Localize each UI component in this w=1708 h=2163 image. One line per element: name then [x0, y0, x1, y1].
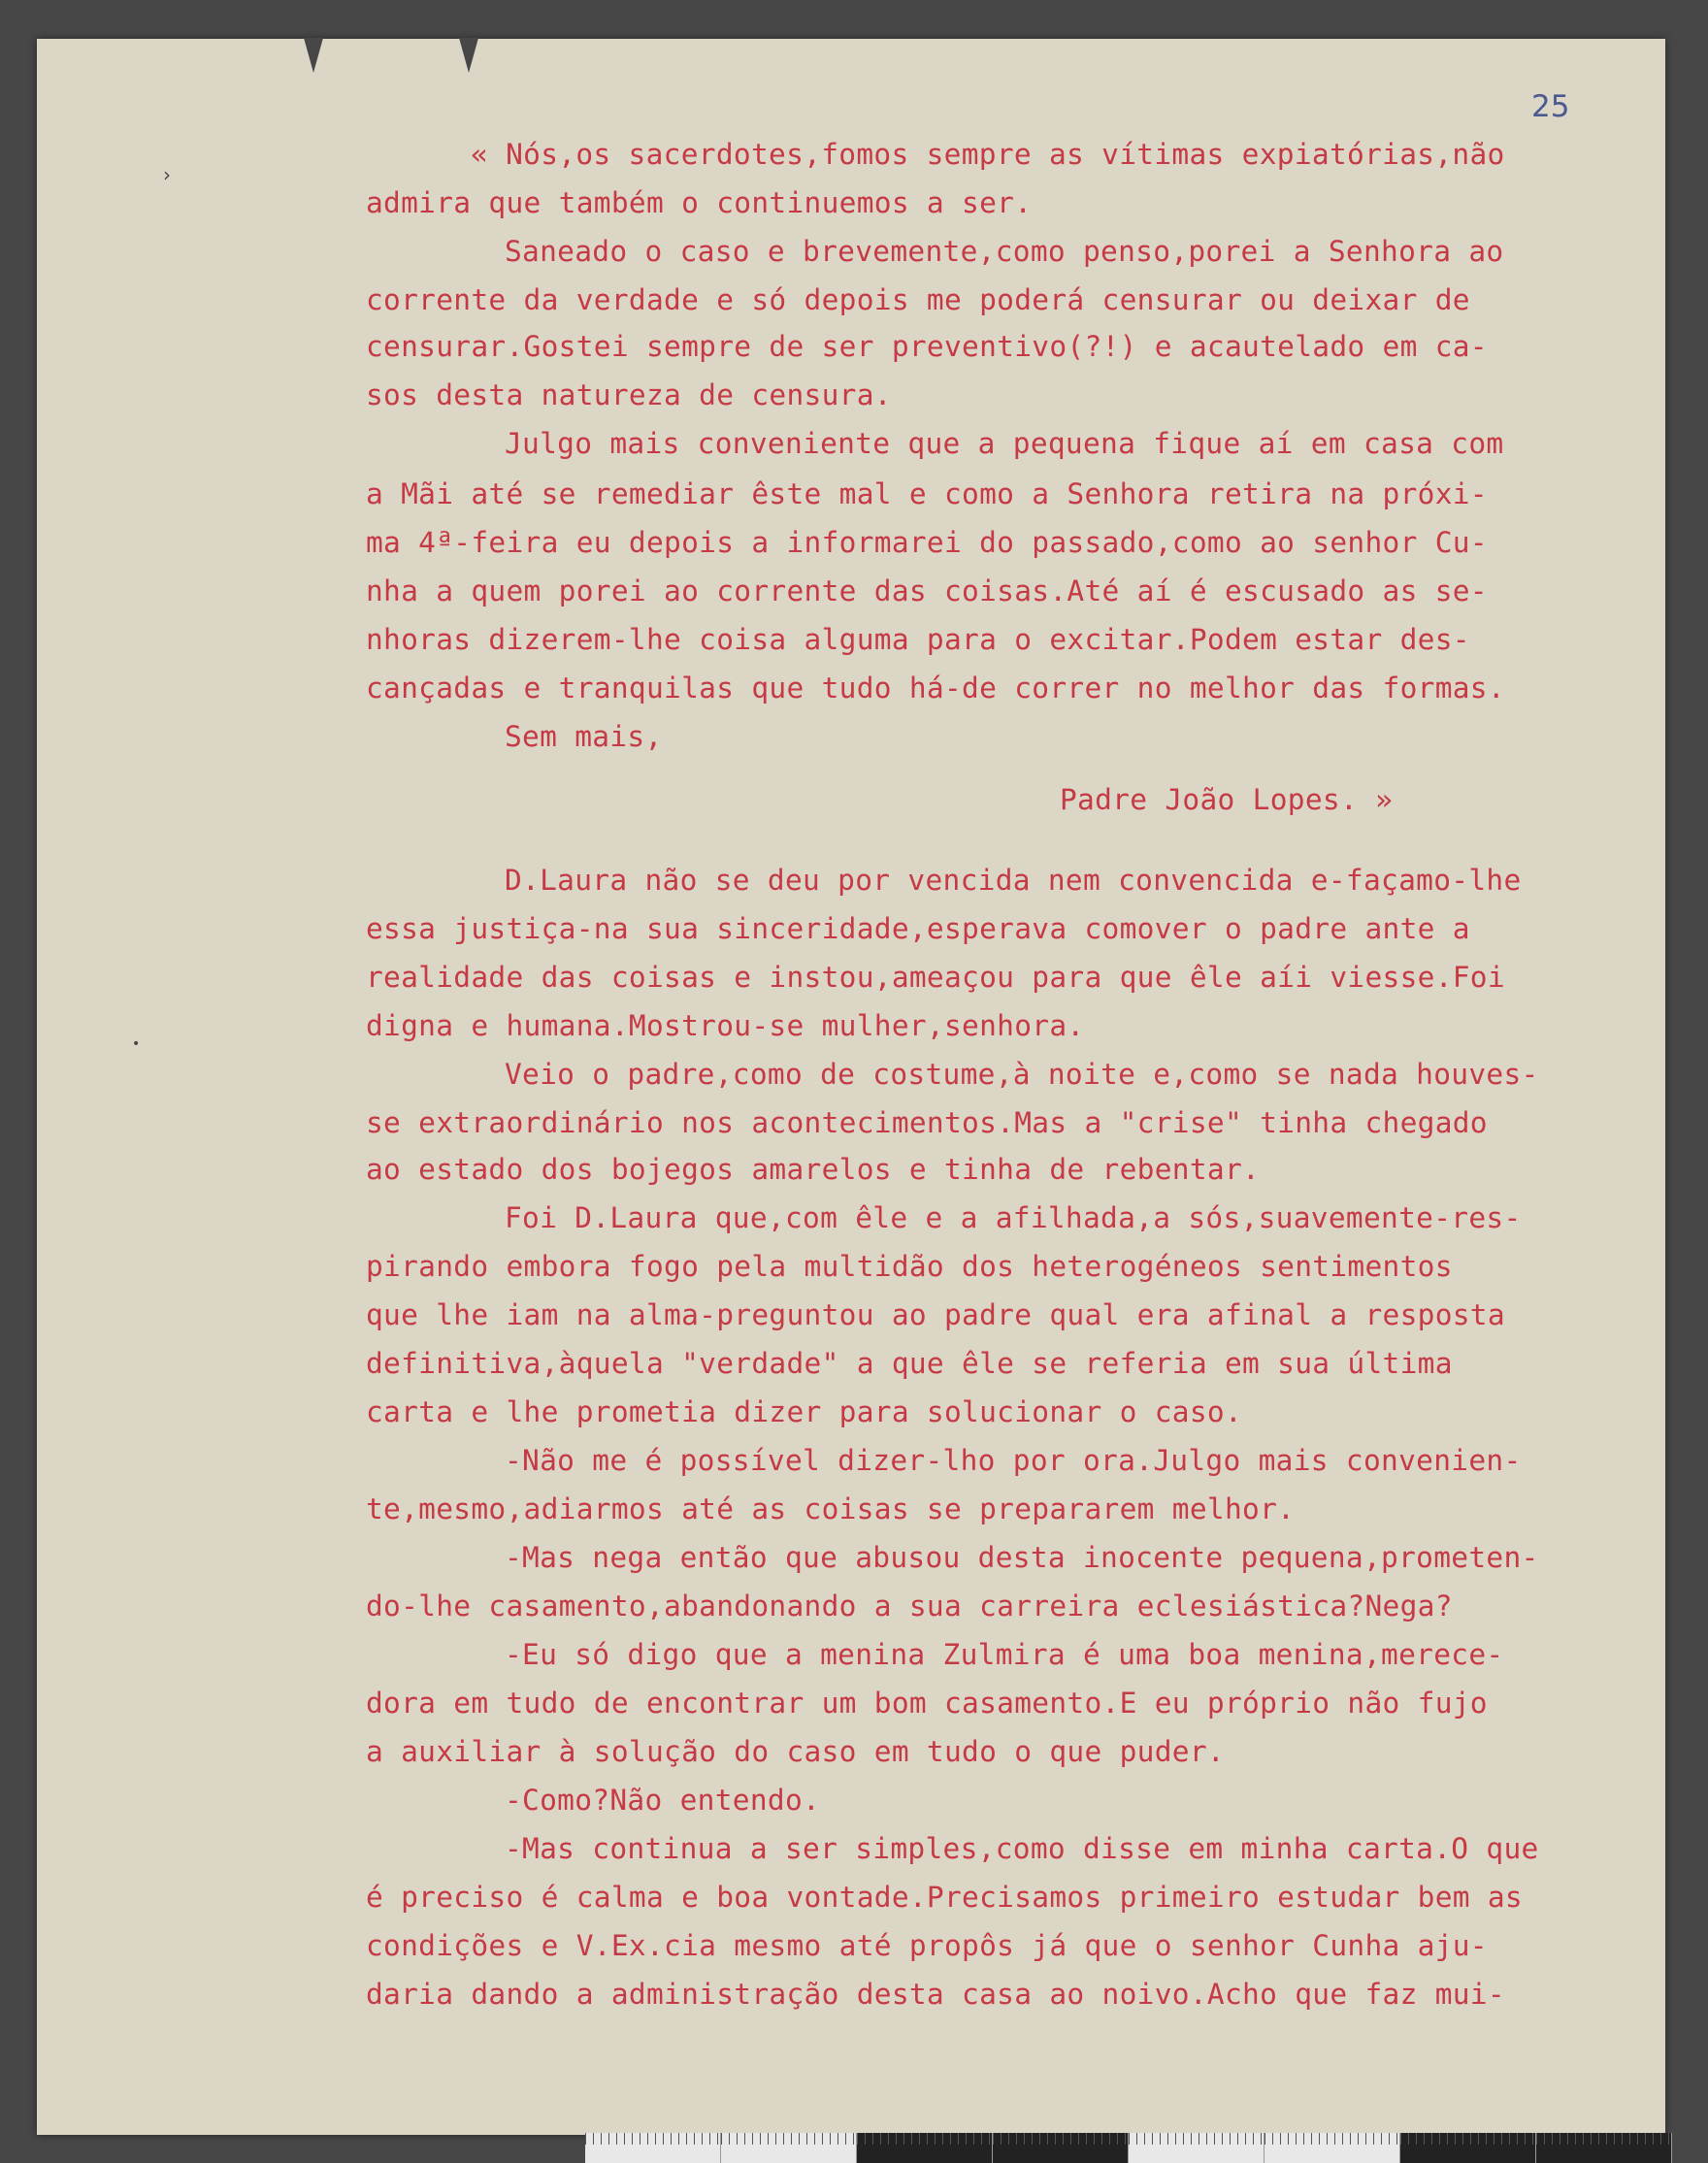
text-line: é preciso é calma e boa vontade.Precisamos primeiro estudar bem as — [366, 1881, 1523, 1914]
margin-tick: › — [163, 163, 171, 186]
text-line: nha a quem porei ao corrente das coisas.Até aí é escusado as se- — [366, 574, 1488, 607]
text-line: -Mas nega então que abusou desta inocente pequena,prometen- — [505, 1541, 1539, 1574]
ruler-segment — [1400, 2133, 1536, 2163]
text-line: se extraordinário nos acontecimentos.Mas a "crise" tinha chegado — [366, 1106, 1488, 1139]
ruler-segment — [721, 2133, 857, 2163]
text-line: -Mas continua a ser simples,como disse em minha carta.O que — [505, 1832, 1539, 1865]
text-line: corrente da verdade e só depois me poderá censurar ou deixar de — [366, 283, 1470, 316]
text-line: Sem mais, — [505, 720, 663, 753]
text-line: D.Laura não se deu por vencida nem convencida e-façamo-lhe — [505, 864, 1522, 897]
text-line: essa justiça-na sua sinceridade,esperava comover o padre ante a — [366, 912, 1470, 945]
ruler-segment — [1265, 2133, 1400, 2163]
text-line: -Não me é possível dizer-lho por ora.Julgo mais convenien- — [505, 1444, 1522, 1477]
text-line: Foi D.Laura que,com êle e a afilhada,a sós,suavemente-res- — [505, 1201, 1522, 1234]
text-line: pirando embora fogo pela multidão dos heterogéneos sentimentos — [366, 1250, 1453, 1283]
text-line: admira que também o continuemos a ser. — [366, 186, 1033, 219]
text-line: realidade das coisas e instou,ameaçou para que êle aíi viesse.Foi — [366, 961, 1505, 994]
text-line: condições e V.Ex.cia mesmo até propôs já que o senhor Cunha aju- — [366, 1929, 1488, 1962]
text-line: Padre João Lopes. » — [1060, 783, 1394, 816]
text-line: Veio o padre,como de costume,à noite e,como se nada houves- — [505, 1058, 1539, 1091]
page-notch — [304, 38, 323, 73]
ruler-segment — [585, 2133, 721, 2163]
text-line: que lhe iam na alma-preguntou ao padre qual era afinal a resposta — [366, 1298, 1505, 1331]
page-number: 25 — [1531, 89, 1570, 124]
margin-dot: • — [132, 1036, 141, 1052]
text-line: Julgo mais conveniente que a pequena fique aí em casa com — [505, 427, 1504, 460]
text-line: sos desta natureza de censura. — [366, 378, 892, 411]
text-line: Saneado o caso e brevemente,como penso,porei a Senhora ao — [505, 235, 1504, 268]
text-line: -Eu só digo que a menina Zulmira é uma boa menina,merece- — [505, 1638, 1504, 1671]
text-line: a Mãi até se remediar êste mal e como a Senhora retira na próxi- — [366, 477, 1488, 510]
text-line: nhoras dizerem-lhe coisa alguma para o excitar.Podem estar des- — [366, 623, 1470, 656]
ruler-segment — [857, 2133, 993, 2163]
text-line: censurar.Gostei sempre de ser preventivo(?!) e acautelado em ca- — [366, 330, 1488, 363]
ruler-segment — [993, 2133, 1129, 2163]
page-notch — [459, 38, 478, 73]
text-line: dora em tudo de encontrar um bom casamento.E eu próprio não fujo — [366, 1687, 1488, 1720]
text-line: ma 4ª-feira eu depois a informarei do passado,como ao senhor Cu- — [366, 526, 1488, 559]
text-line: cançadas e tranquilas que tudo há-de correr no melhor das formas. — [366, 672, 1505, 705]
text-line: ao estado dos bojegos amarelos e tinha de rebentar. — [366, 1153, 1261, 1186]
text-line: « Nós,os sacerdotes,fomos sempre as vítimas expiatórias,não — [471, 138, 1505, 171]
text-line: do-lhe casamento,abandonando a sua carreira eclesiástica?Nega? — [366, 1589, 1453, 1622]
text-line: -Como?Não entendo. — [505, 1784, 821, 1817]
ruler-segment — [1536, 2133, 1672, 2163]
text-line: carta e lhe prometia dizer para solucionar o caso. — [366, 1395, 1243, 1428]
text-line: daria dando a administração desta casa ao noivo.Acho que faz mui- — [366, 1978, 1505, 2011]
text-line: definitiva,àquela "verdade" a que êle se referia em sua última — [366, 1347, 1453, 1380]
text-line: te,mesmo,adiarmos até as coisas se prepararem melhor. — [366, 1492, 1296, 1525]
text-line: a auxiliar à solução do caso em tudo o que puder. — [366, 1735, 1225, 1768]
ruler-segment — [1129, 2133, 1265, 2163]
scale-ruler — [585, 2133, 1672, 2163]
text-line: digna e humana.Mostrou-se mulher,senhora. — [366, 1009, 1085, 1042]
